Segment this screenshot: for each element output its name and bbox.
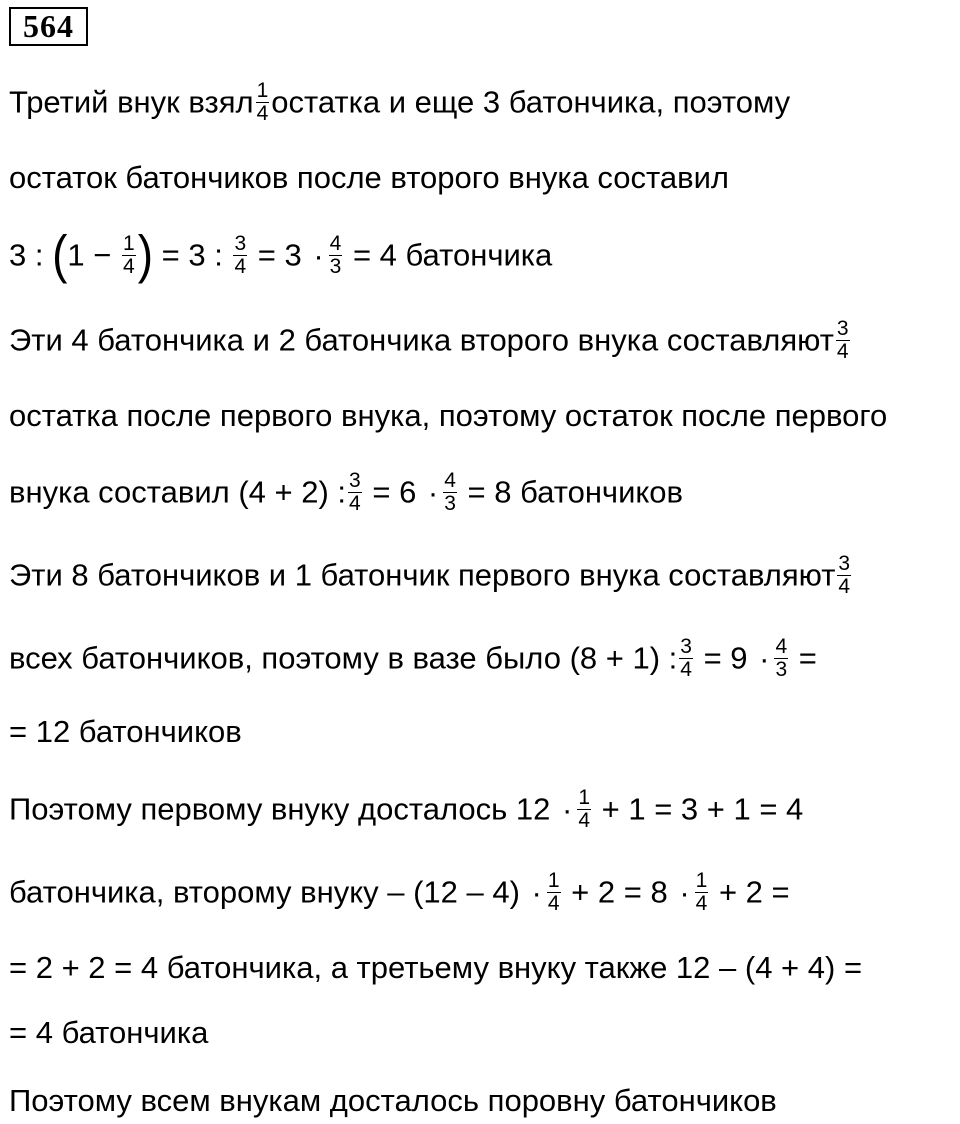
multiply-dot: · (531, 874, 542, 910)
line-3-text-c: = 3 : (153, 237, 232, 273)
fraction (577, 787, 591, 832)
solution-line-4 (9, 317, 852, 365)
line-1-text-b: остатка и еще 3 батончика, поэтому (271, 84, 791, 120)
line-11-text-b: + 2 = 8 (562, 874, 677, 910)
fraction-denominator: 4 (680, 658, 692, 681)
line-6-text-c: = 8 батончиков (458, 474, 684, 510)
fraction-denominator: 4 (256, 102, 269, 125)
fraction (836, 318, 850, 363)
fraction (256, 80, 270, 125)
solution-line-3 (9, 223, 553, 284)
fraction-numerator: 3 (349, 469, 361, 492)
line-9-text: = 12 батончиков (9, 714, 242, 749)
line-11-text-a: батончика, второму внуку – (12 – 4) (9, 874, 529, 910)
fraction-denominator: 4 (838, 575, 851, 598)
line-11-text-c: + 2 = (710, 874, 790, 910)
solution-line-6 (9, 469, 684, 517)
problem-number: 564 (23, 8, 74, 44)
fraction-denominator: 4 (695, 892, 708, 915)
fraction-denominator: 4 (547, 892, 560, 915)
line-14-text: Поэтому всем внукам досталось поровну батончиков (9, 1083, 777, 1118)
right-paren: ) (137, 223, 154, 284)
fraction (233, 233, 247, 278)
fraction (679, 636, 693, 681)
fraction-denominator: 3 (775, 658, 788, 681)
left-paren: ( (52, 223, 68, 284)
solution-line-7 (9, 552, 853, 600)
fraction-numerator: 1 (695, 869, 708, 892)
line-6-text-a: внука составил (4 + 2) : (9, 474, 347, 510)
multiply-dot: · (313, 237, 324, 273)
fraction (774, 636, 788, 681)
line-6-text-b: = 6 (363, 474, 425, 510)
multiply-dot: · (427, 474, 439, 510)
fraction-numerator: 1 (123, 232, 135, 255)
fraction (443, 470, 457, 515)
solution-line-5 (9, 396, 887, 436)
line-10-text-b: + 1 = 3 + 1 = 4 (593, 791, 804, 827)
line-13-text: = 4 батончика (9, 1015, 209, 1050)
solution-line-14 (9, 1081, 777, 1121)
multiply-dot: · (562, 791, 573, 827)
fraction-denominator: 4 (578, 809, 591, 832)
fraction (348, 470, 362, 515)
line-8-text-b: = 9 (694, 640, 757, 676)
multiply-dot: · (759, 640, 770, 676)
fraction-numerator: 3 (836, 317, 849, 340)
line-2-text: остаток батончиков после второго внука составил (9, 160, 729, 195)
fraction-numerator: 4 (775, 635, 788, 658)
solution-line-8 (9, 635, 817, 683)
fraction (837, 553, 851, 598)
fraction-numerator: 4 (329, 232, 342, 255)
line-5-text: остатка после первого внука, поэтому остаток после первого (9, 398, 888, 433)
fraction-denominator: 4 (836, 340, 849, 363)
fraction (695, 870, 709, 915)
fraction-numerator: 1 (578, 786, 591, 809)
fraction (122, 233, 136, 278)
line-8-text-c: = (790, 640, 817, 676)
line-3-text-d: = 3 (249, 237, 311, 273)
line-12-text: = 2 + 2 = 4 батончика, а третьему внуку также 12 – (4 + 4) = (9, 950, 863, 985)
solution-line-1 (9, 79, 791, 127)
fraction (547, 870, 561, 915)
fraction (329, 233, 343, 278)
line-10-text-a: Поэтому первому внуку досталось 12 (9, 791, 559, 827)
solution-line-11 (9, 869, 790, 917)
solution-line-10 (9, 786, 804, 834)
fraction-denominator: 4 (123, 255, 135, 278)
solution-line-12 (9, 948, 862, 988)
fraction-numerator: 1 (256, 79, 269, 102)
solution-line-2 (9, 158, 729, 198)
multiply-dot: · (679, 874, 690, 910)
fraction-denominator: 3 (444, 492, 456, 515)
line-8-text-a: всех батончиков, поэтому в вазе было (8 + 1) : (9, 640, 678, 676)
fraction-numerator: 3 (680, 635, 692, 658)
fraction-numerator: 1 (547, 869, 560, 892)
line-1-text-a: Третий внук взял (9, 84, 254, 120)
solution-line-13 (9, 1013, 208, 1053)
fraction-denominator: 4 (234, 255, 247, 278)
line-3-text-b: 1 − (67, 237, 120, 273)
fraction-numerator: 4 (444, 469, 456, 492)
line-3-text-e: = 4 батончика (344, 237, 553, 273)
fraction-numerator: 3 (838, 552, 851, 575)
problem-number-box (9, 7, 88, 46)
line-3-text-a: 3 : (9, 237, 53, 273)
line-7-text: Эти 8 батончиков и 1 батончик первого внука составляют (9, 557, 836, 593)
fraction-denominator: 4 (349, 492, 361, 515)
line-4-text: Эти 4 батончика и 2 батончика второго внука составляют (9, 322, 834, 358)
fraction-denominator: 3 (329, 255, 342, 278)
solution-line-9 (9, 712, 242, 752)
fraction-numerator: 3 (234, 232, 247, 255)
